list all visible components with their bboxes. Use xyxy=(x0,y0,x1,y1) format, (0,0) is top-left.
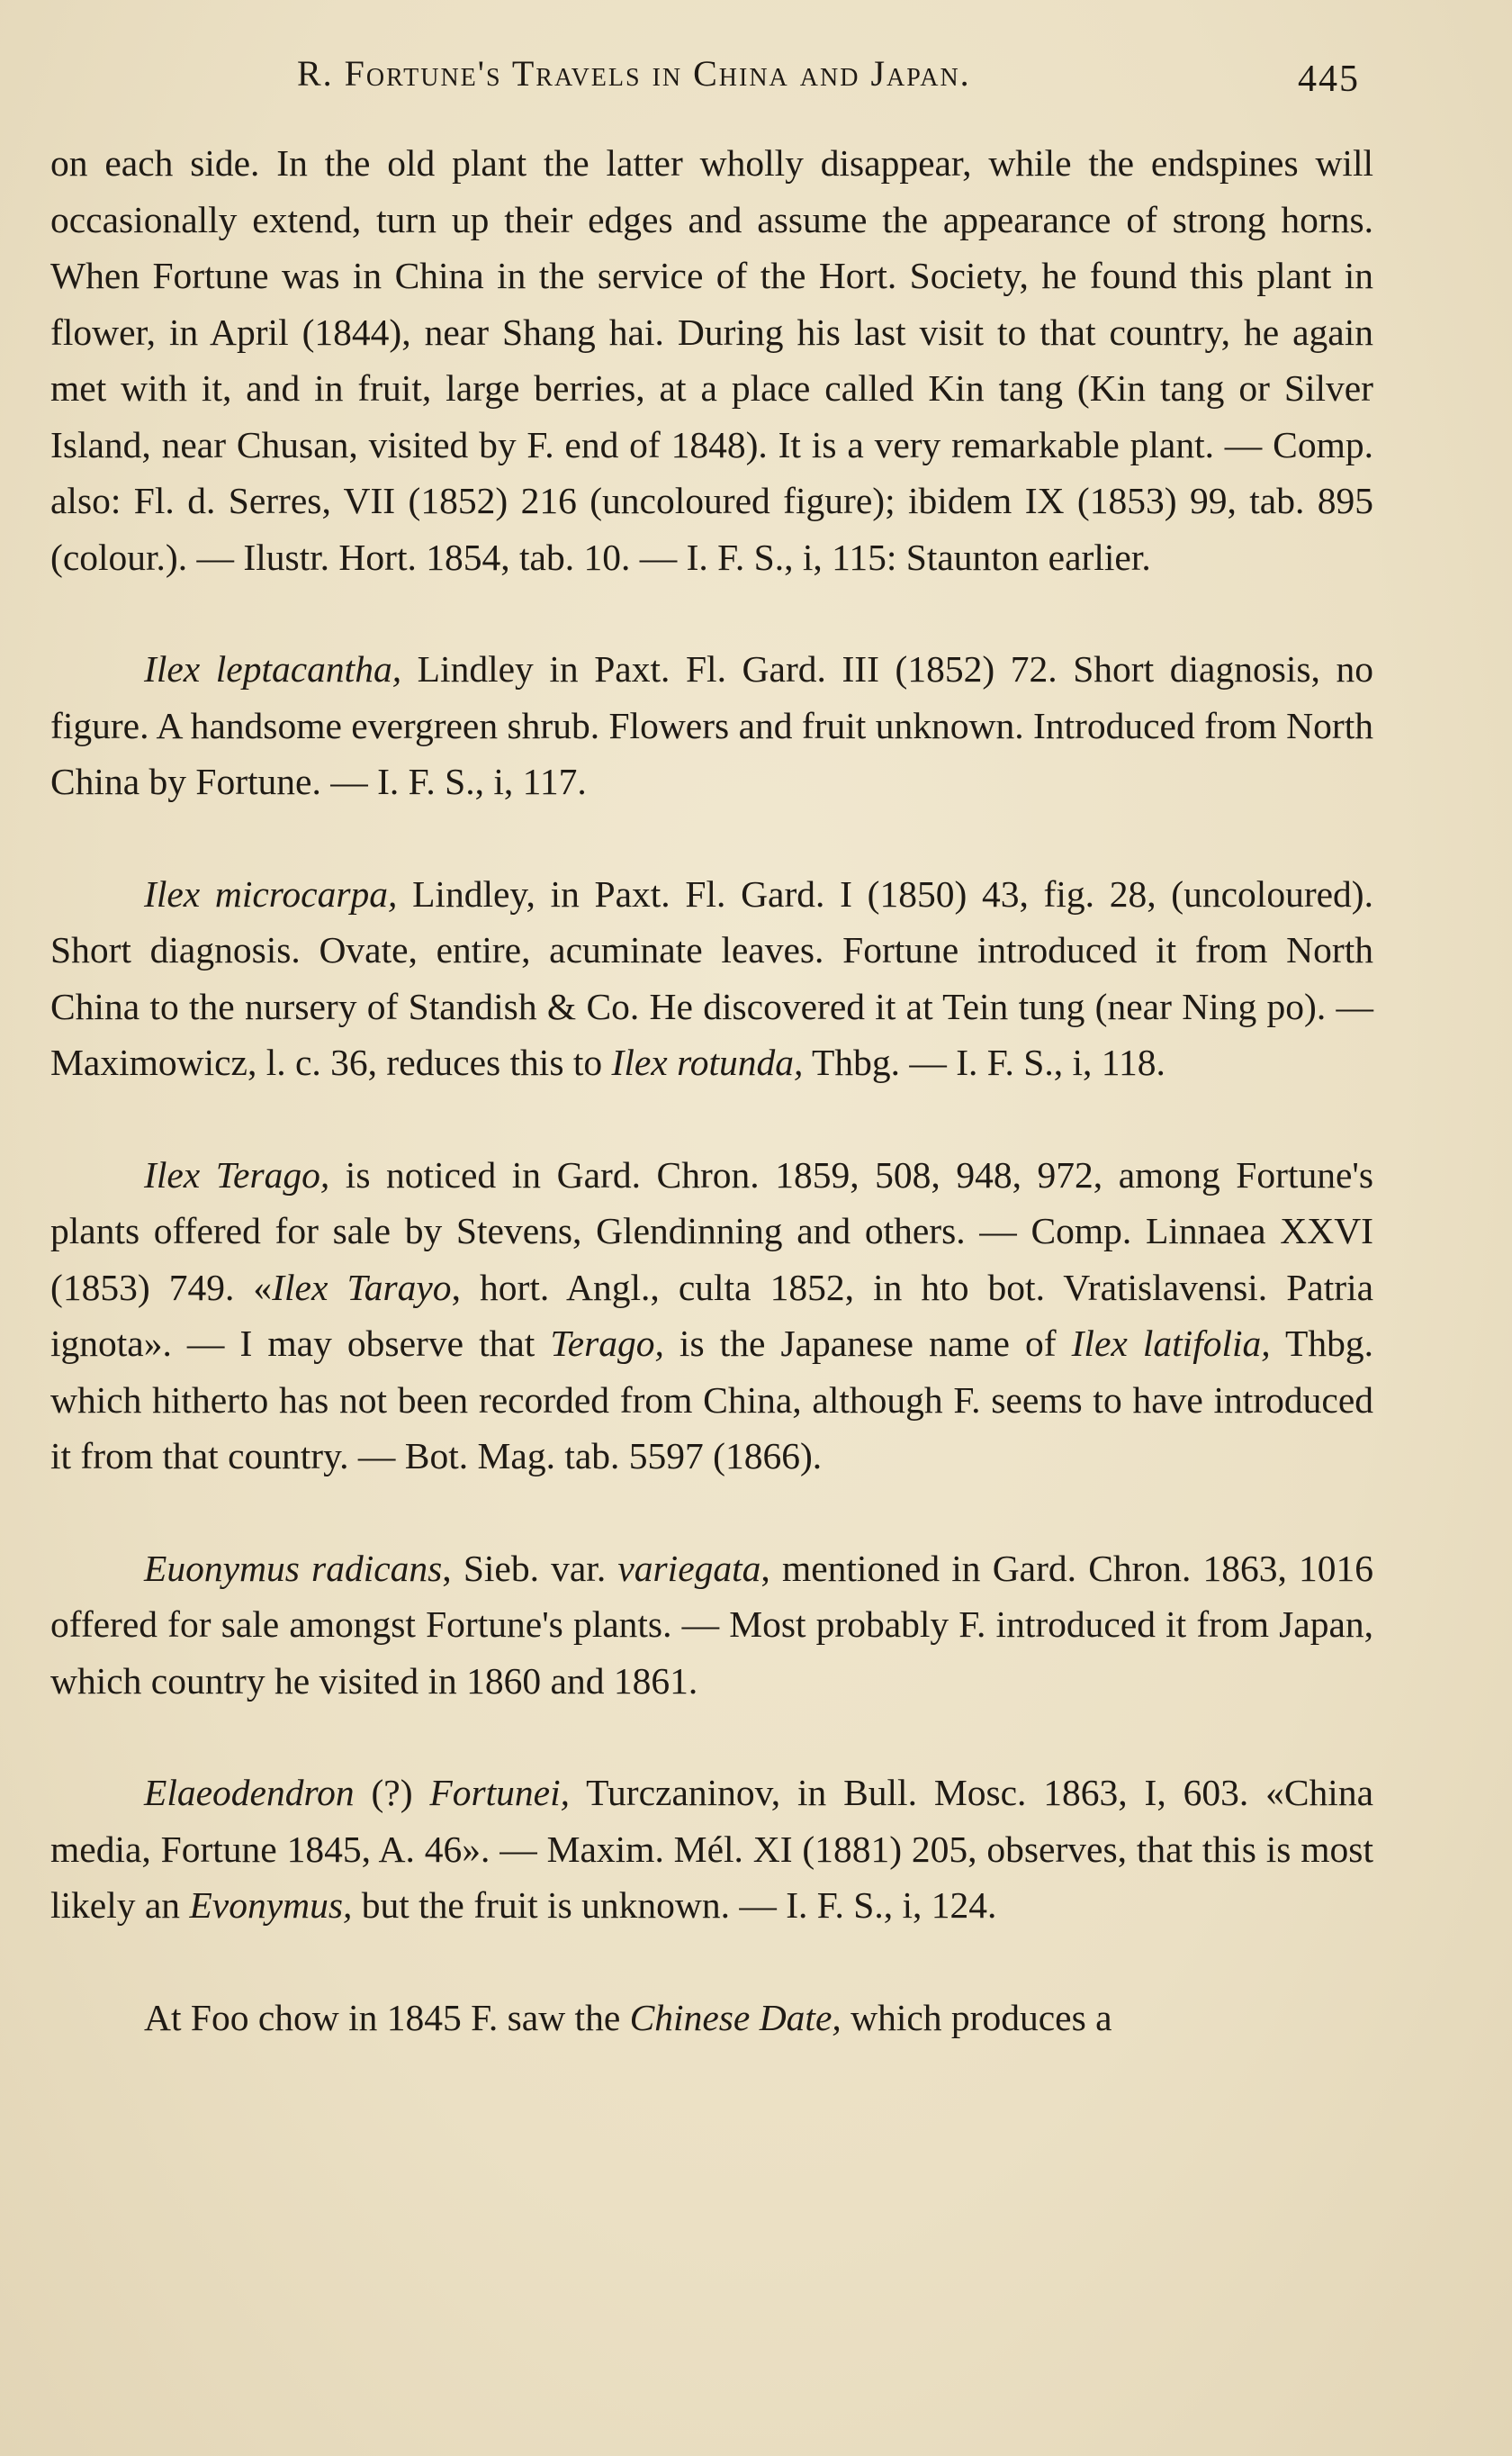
paragraph-2 xyxy=(50,641,1373,810)
species-name: Fortunei, xyxy=(429,1772,571,1813)
species-name: Elaeodendron xyxy=(144,1772,355,1813)
running-title: R. Fortune's Travels in China and Japan. xyxy=(297,53,971,94)
page-number: 445 xyxy=(1298,59,1360,100)
text-segment: Lindley in Paxt. Fl. Gard. III (1852) 72. Short diagnosis, no figure. A handsome evergreen shrub. Flowers and fruit unknown. Introduced from North China by Fortune. — I. F. S., i, 117. xyxy=(50,648,1373,802)
text-segment: Turczaninov, in Bull. Mosc. 1863, I, 603. «China media, Fortune 1845, A. 46». — Maxim. Mél. XI (1881) 205, observes, that this is most likely an xyxy=(50,1772,1373,1926)
body-text xyxy=(50,135,1373,2101)
page-header xyxy=(0,47,1512,110)
species-name: Evonymus, xyxy=(189,1884,353,1926)
paragraph-4 xyxy=(50,1147,1373,1485)
text-segment: is noticed in Gard. Chron. 1859, 508, 948, 972, among Fortune's plants offered for sale by Stevens, Glendinning and others. — Comp. Linnaea XXVI (1853) 749. « xyxy=(50,1153,1374,1308)
paragraph-7 xyxy=(50,1990,1373,2046)
text-segment: At Foo chow in 1845 F. saw the xyxy=(144,1996,630,2038)
species-name: Ilex microcarpa, xyxy=(144,872,398,915)
text-segment: on each side. In the old plant the latter wholly disappear, while the endspines will occasionally extend, turn up their edges and assume the appearance of strong horns. When Fortune was in China in the service of the Hort. Society, he found this plant in flower, in April (1844), near Shang hai. During his last visit to that country, he again met with it, and in fruit, large berries, at a place called Kin tang (Kin tang or Silver Island, near Chusan, visited by F. end of 1848). It is a very remarkable plant. — Comp. also: Fl. d. Serres, VII (1852) 216 (uncoloured figure); ibidem IX (1853) 99, tab. 895 (colour.). — Ilustr. Hort. 1854, tab. 10. — I. F. S., i, 115: Staunton earlier. xyxy=(50,142,1373,578)
text-segment: Thbg. — I. F. S., i, 118. xyxy=(803,1042,1166,1083)
text-segment: (?) xyxy=(354,1772,430,1813)
text-segment: Thbg. which hitherto has not been recorded from China, although F. seems to have introduced it from that country. — Bot. Mag. tab. 5597 (1866). xyxy=(50,1323,1373,1476)
species-name: Ilex Tarayo xyxy=(272,1266,452,1308)
species-name: variegata xyxy=(617,1547,761,1589)
text-segment: , hort. Angl., culta 1852, in hto bot. Vratislavensi. Patria ignota». — I may observe that xyxy=(50,1266,1374,1364)
species-name: Terago, xyxy=(550,1323,664,1364)
paragraph-5 xyxy=(50,1540,1373,1710)
text-segment: is the Japanese name of xyxy=(663,1323,1072,1364)
paragraph-1 xyxy=(50,135,1373,585)
species-name: Euonymus radicans xyxy=(144,1547,443,1589)
text-segment: which produces a xyxy=(841,1996,1112,2038)
text-segment: Lindley, in Paxt. Fl. Gard. I (1850) 43, fig. 28, (uncoloured). Short diagnosis. Ovate, entire, acuminate leaves. Fortune introduced it from North China to the nursery of Standish & Co. He discovered it at Tein tung (near Ning po). — Maximowicz, l. c. 36, reduces this to xyxy=(50,872,1373,1083)
text-segment: but the fruit is unknown. — I. F. S., i, 124. xyxy=(352,1884,997,1926)
paragraph-3 xyxy=(50,866,1373,1091)
species-name: Chinese Date, xyxy=(629,1996,842,2038)
species-name: Ilex leptacantha, xyxy=(144,648,402,690)
text-segment: , mentioned in Gard. Chron. 1863, 1016 offered for sale amongst Fortune's plants. — Most probably F. introduced it from Japan, which country he visited in 1860 and 1861. xyxy=(50,1547,1374,1702)
species-name: Ilex latifolia, xyxy=(1071,1323,1271,1364)
text-segment: , Sieb. var. xyxy=(442,1547,618,1589)
paragraph-6 xyxy=(50,1765,1373,1934)
species-name: Ilex rotunda, xyxy=(611,1042,804,1083)
species-name: Ilex Terago, xyxy=(144,1153,330,1196)
